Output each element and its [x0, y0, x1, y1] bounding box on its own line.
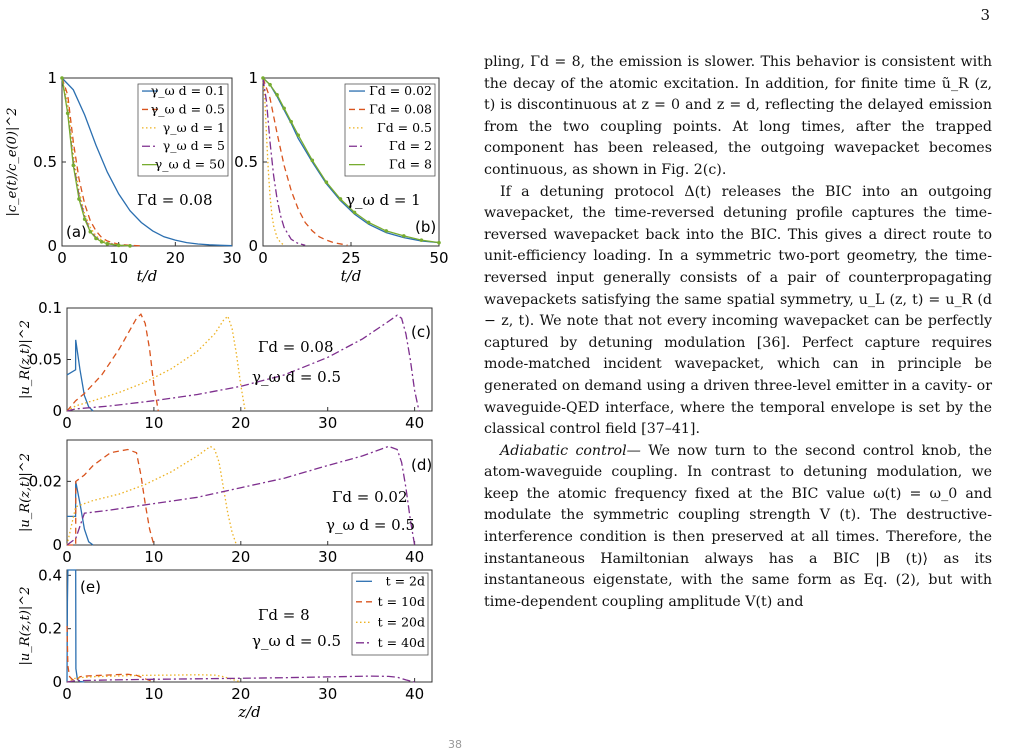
y-tick-label: 0	[52, 402, 62, 420]
y-tick-label: 0.5	[234, 153, 258, 171]
x-tick-label: 0	[62, 414, 72, 432]
panel-label: (a)	[66, 223, 87, 241]
x-tick-label: 30	[222, 249, 242, 267]
page-number: 3	[980, 6, 990, 24]
panel-label: (c)	[411, 323, 431, 341]
legend-entry: γ_ω d = 50	[154, 156, 225, 172]
panel-e	[18, 566, 432, 721]
annotation: γ_ω d = 0.5	[326, 516, 416, 534]
x-tick-label: 20	[231, 685, 251, 703]
panel-label: (d)	[411, 456, 433, 474]
paragraph-2: If a detuning protocol Δ(t) releases the BIC into an outgoing wavepacket, the time-reversed detuning profile captures the time-reversed wavepacket back into the BIC. This gives a direct route to unit-efficiency loading. In a symmetric two-port geometry, the time-reversed input generally consists of a pair of counterpropagating wavepackets satisfying the same spatial symmetry, u_L (z, t) = u_R (d − z, t). We note that not every incoming wavepacket can be perfectly captured by detuning modulation [36]. Perfect capture requires mode-matched incident wavepacket, which can in principle be generated on demand using a driven three-level emitter in a cavity- or waveguide-QED interface, where the temporal envelope is set by the classical control field [37–41].	[484, 183, 992, 438]
x-tick-label: 40	[405, 685, 425, 703]
series-line-2	[67, 446, 237, 545]
data-point	[106, 242, 110, 246]
data-point	[325, 180, 329, 184]
y-tick-label: 1	[47, 69, 57, 87]
y-tick-label: 0	[52, 536, 62, 554]
series-line-1	[263, 78, 348, 245]
series-line-1	[67, 314, 158, 411]
data-point	[83, 217, 87, 221]
y-tick-label: 0.4	[38, 566, 62, 585]
series-line-0	[67, 340, 93, 411]
body-text-column	[484, 52, 992, 613]
y-tick-label: 0	[47, 237, 57, 255]
data-point	[66, 111, 70, 115]
x-tick-label: 20	[231, 548, 251, 566]
data-point	[100, 240, 104, 244]
data-point	[117, 244, 121, 248]
data-point	[353, 211, 357, 215]
annotation: γ_ω d = 0.5	[252, 632, 342, 650]
legend-entry: Γd = 2	[388, 138, 432, 154]
data-point	[60, 76, 64, 80]
line-number: 38	[448, 738, 462, 751]
annotation: γ_ω d = 0.5	[252, 368, 342, 386]
series-line-3	[263, 78, 305, 245]
panel-a	[5, 69, 242, 285]
x-tick-label: 30	[318, 414, 338, 432]
panel-d	[18, 440, 432, 566]
x-tick-label: 0	[62, 685, 72, 703]
paragraph-3-heading: Adiabatic control—	[500, 442, 641, 459]
data-point	[89, 230, 93, 234]
annotation: Γd = 0.08	[137, 191, 213, 209]
y-tick-label: 0.2	[38, 619, 62, 638]
legend-entry: t = 20d	[377, 614, 425, 630]
y-tick-label: 0.1	[38, 299, 62, 317]
x-tick-label: 10	[144, 414, 164, 432]
data-point	[77, 197, 81, 201]
legend-entry: t = 10d	[377, 593, 425, 609]
legend-entry: γ_ω d = 0.1	[150, 83, 225, 99]
legend-entry: γ_ω d = 0.5	[150, 101, 225, 117]
data-point	[367, 221, 371, 225]
data-point	[128, 244, 132, 248]
x-tick-label: 20	[231, 414, 251, 432]
series-line-2	[67, 316, 245, 411]
y-tick-label: 0.05	[28, 350, 62, 369]
x-tick-label: 20	[165, 249, 185, 267]
panel-label: (e)	[80, 578, 101, 596]
x-axis-label: t/d	[340, 267, 362, 285]
data-point	[72, 164, 76, 168]
x-tick-label: 10	[144, 548, 164, 566]
data-point	[310, 159, 314, 163]
legend-entry: t = 2d	[385, 573, 425, 589]
annotation: Γd = 8	[258, 606, 310, 624]
x-tick-label: 0	[258, 249, 268, 267]
x-axis-label: z/d	[238, 703, 261, 721]
paragraph-3	[484, 441, 992, 614]
series-line-4	[62, 78, 130, 246]
legend-entry: Γd = 0.02	[369, 83, 432, 99]
paragraph-3-body: We now turn to the second control knob, the atom-waveguide coupling. In contrast to detuning modulation, we keep the atomic frequency fixed at the BIC value ω(t) = ω_0 and modulate the symmetric coupling strength V (t). The destructive-interference condition is then preserved at all times. Therefore, the instantaneous Hamiltonian always has a BIC |B (t)⟩ as its instantaneous eigenstate, with the same form as Eq. (2), but with time-dependent coupling amplitude V(t) and	[484, 442, 992, 610]
data-point	[282, 106, 286, 110]
data-point	[289, 120, 293, 124]
x-tick-label: 0	[57, 249, 67, 267]
x-tick-label: 10	[109, 249, 129, 267]
series-line-3	[62, 78, 130, 246]
series-line-1	[67, 626, 154, 682]
x-tick-label: 25	[341, 249, 361, 267]
data-point	[296, 133, 300, 137]
x-tick-label: 40	[405, 548, 425, 566]
y-tick-label: 0.02	[28, 472, 62, 491]
y-axis-label: |u_R(z,t)|^2	[18, 453, 33, 532]
x-tick-label: 0	[62, 548, 72, 566]
y-tick-label: 0.5	[33, 153, 57, 171]
series-line-0	[67, 481, 93, 545]
panel-c	[18, 299, 432, 432]
data-point	[94, 237, 98, 241]
y-tick-label: 1	[248, 69, 258, 87]
series-line-1	[67, 450, 154, 546]
x-tick-label: 30	[318, 685, 338, 703]
y-tick-label: 0	[52, 673, 62, 691]
panel-b	[234, 69, 448, 285]
annotation: Γd = 0.02	[332, 488, 408, 506]
y-axis-label: |u_R(z,t)|^2	[18, 586, 33, 666]
legend-entry: γ_ω d = 5	[162, 138, 225, 154]
series-line-2	[62, 78, 130, 246]
x-tick-label: 10	[144, 685, 164, 703]
legend-entry: Γd = 8	[388, 156, 432, 172]
legend-entry: Γd = 0.5	[377, 119, 432, 135]
legend-entry: γ_ω d = 1	[162, 119, 225, 135]
data-point	[261, 76, 265, 80]
data-point	[275, 93, 279, 97]
legend-entry: Γd = 0.08	[369, 101, 432, 117]
data-point	[384, 229, 388, 233]
x-axis-label: t/d	[136, 267, 158, 285]
y-tick-label: 0	[248, 237, 258, 255]
data-point	[402, 234, 406, 238]
annotation: γ_ω d = 1	[346, 191, 421, 209]
plot-frame	[67, 308, 432, 411]
x-tick-label: 40	[405, 414, 425, 432]
paragraph-1: pling, Γd = 8, the emission is slower. This behavior is consistent with the decay of the atomic excitation. In addition, for finite time ũ_R (z, t) is discontinuous at z = 0 and z = d, reflecting the delayed emission from the two coupling points. At long times, after the trapped component has been released, the outgoing wavepacket becomes continuous, as shown in Fig. 2(c).	[484, 54, 992, 178]
data-point	[437, 241, 441, 245]
data-point	[420, 238, 424, 242]
x-tick-label: 30	[318, 548, 338, 566]
data-point	[339, 197, 343, 201]
annotation: Γd = 0.08	[258, 338, 334, 356]
y-axis-label: |u_R(z,t)|^2	[18, 320, 33, 399]
y-axis-label: |c_e(t)/c_e(0)|^2	[5, 107, 20, 217]
x-tick-label: 50	[429, 249, 449, 267]
panel-label: (b)	[415, 218, 437, 236]
data-point	[268, 83, 272, 87]
legend-entry: t = 40d	[377, 634, 425, 650]
